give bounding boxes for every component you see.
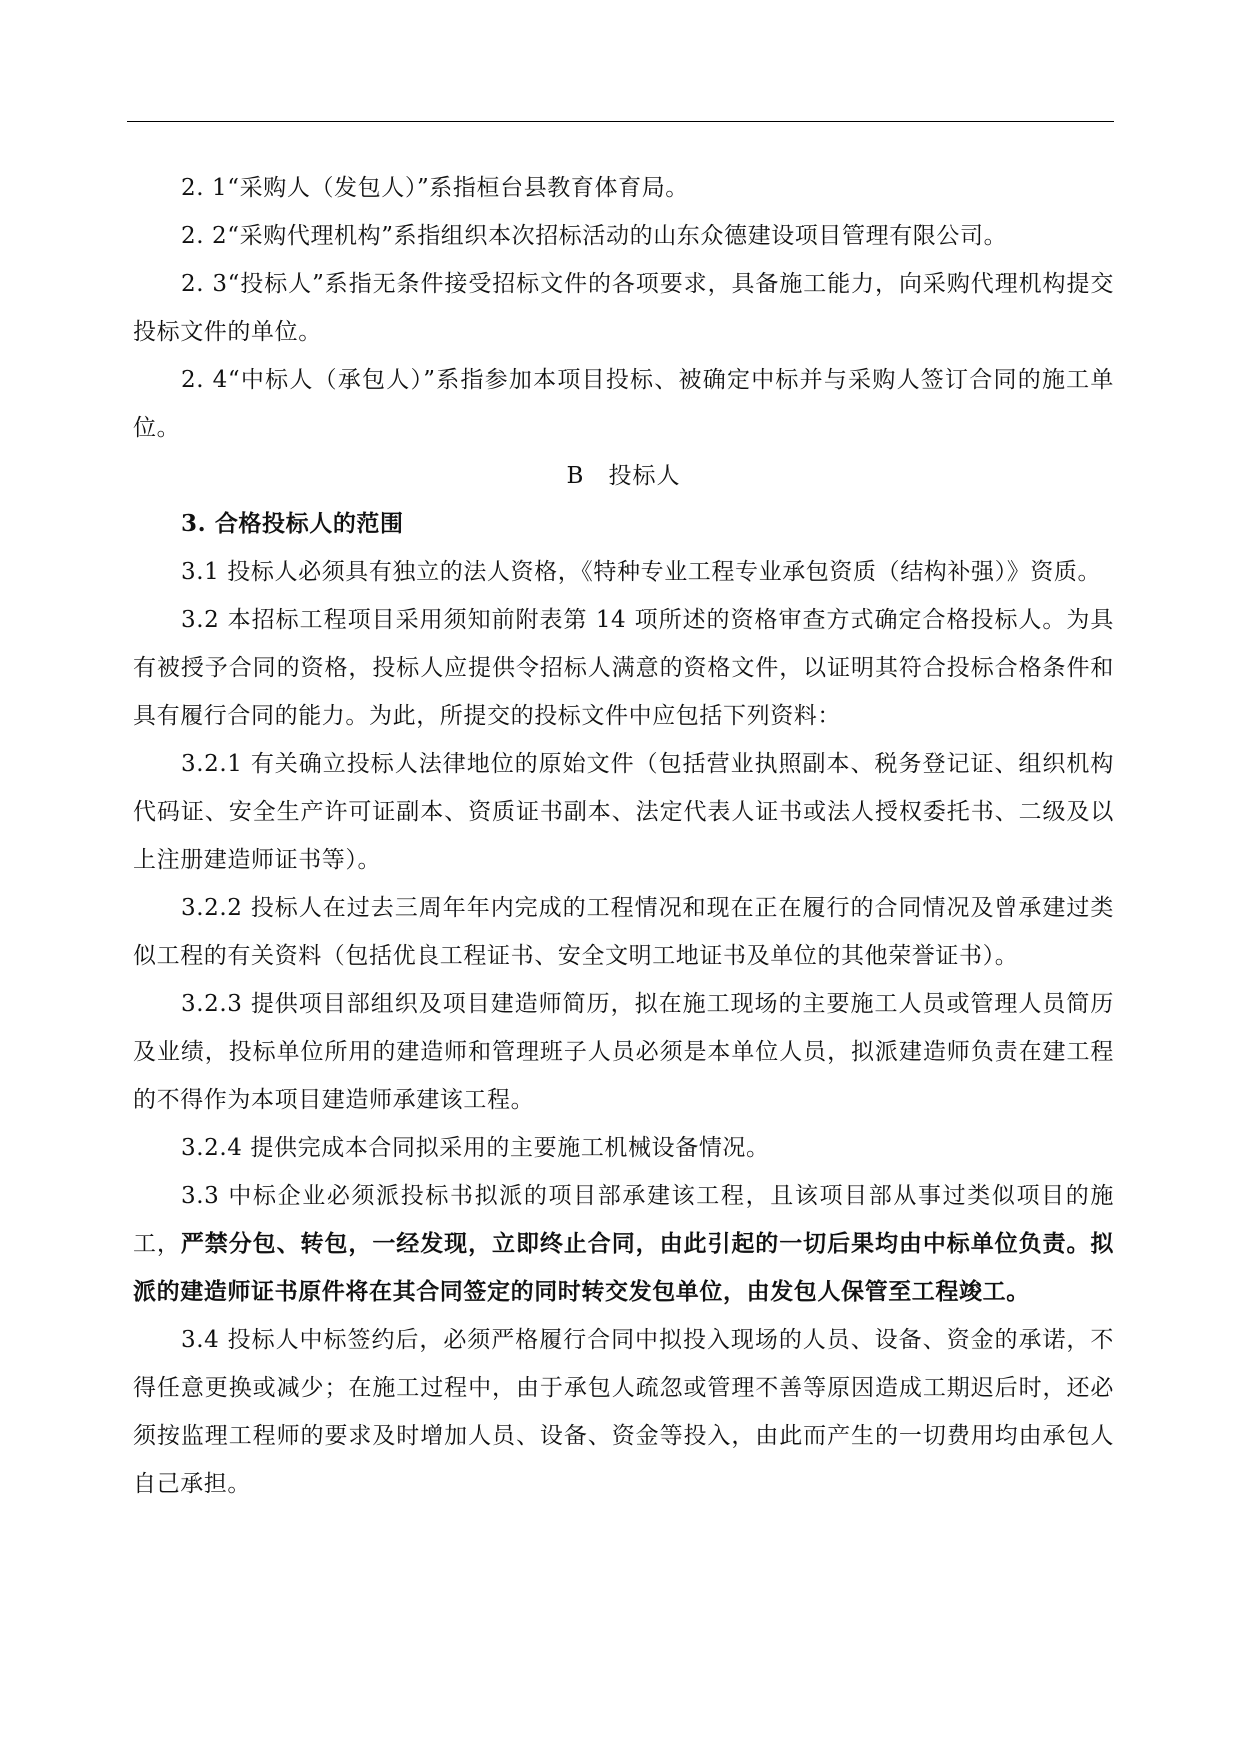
definition-2-4: 2. 4“中标人（承包人）”系指参加本项目投标、被确定中标并与采购人签订合同的施工单位。 — [133, 367, 1114, 441]
header-rule — [127, 121, 1114, 122]
clause-3-4: 3.4 投标人中标签约后，必须严格履行合同中拟投入现场的人员、设备、资金的承诺，不得任意更换或减少；在施工过程中，由于承包人疏忽或管理不善等原因造成工期迟后时，还必须按监理工程师的要求及时增加人员、设备、资金等投入，由此而产生的一切费用均由承包人自己承担。 — [133, 1327, 1114, 1497]
part-title: B 投标人 — [566, 463, 681, 489]
clause-3-2-4: 3.2.4 提供完成本合同拟采用的主要施工机械设备情况。 — [181, 1135, 770, 1161]
clause-3-2-3: 3.2.3 提供项目部组织及项目建造师简历，拟在施工现场的主要施工人员或管理人员简历及业绩，投标单位所用的建造师和管理班子人员必须是本单位人员，拟派建造师负责在建工程的不得作为本项目建造师承建该工程。 — [133, 991, 1114, 1113]
clause-3-2-2: 3.2.2 投标人在过去三周年年内完成的工程情况和现在正在履行的合同情况及曾承建过类似工程的有关资料（包括优良工程证书、安全文明工地证书及单位的其他荣誉证书）。 — [133, 895, 1114, 969]
definition-2-2: 2. 2“采购代理机构”系指组织本次招标活动的山东众德建设项目管理有限公司。 — [181, 223, 1008, 249]
definition-2-3: 2. 3“投标人”系指无条件接受招标文件的各项要求，具备施工能力，向采购代理机构提交投标文件的单位。 — [133, 271, 1114, 345]
document-body — [133, 164, 1114, 1508]
clause-3-3 — [133, 1172, 1114, 1316]
clause-3-3-bold-text: 严禁分包、转包，一经发现，立即终止合同，由此引起的一切后果均由中标单位负责。拟派的建造师证书原件将在其合同签定的同时转交发包单位，由发包人保管至工程竣工。 — [133, 1230, 1114, 1305]
section-title: 3. 合格投标人的范围 — [181, 510, 404, 537]
clause-3-2-1: 3.2.1 有关确立投标人法律地位的原始文件（包括营业执照副本、税务登记证、组织机构代码证、安全生产许可证副本、资质证书副本、法定代表人证书或法人授权委托书、二级及以上注册建造师证书等）。 — [133, 751, 1114, 873]
clause-3-1: 3.1 投标人必须具有独立的法人资格，《特种专业工程专业承包资质（结构补强）》资质。 — [181, 559, 1102, 585]
definition-2-1: 2. 1“采购人（发包人）”系指桓台县教育体育局。 — [181, 175, 689, 201]
clause-3-2: 3.2 本招标工程项目采用须知前附表第 14 项所述的资格审查方式确定合格投标人。为具有被授予合同的资格，投标人应提供令招标人满意的资格文件，以证明其符合投标合格条件和具有履行合同的能力。为此，所提交的投标文件中应包括下列资料： — [133, 607, 1114, 729]
clause-3-3-text: 3.3 中标企业必须派投标书拟派的项目部承建该工程，且该项目部从事过类似项目的施工， — [133, 1183, 1114, 1257]
